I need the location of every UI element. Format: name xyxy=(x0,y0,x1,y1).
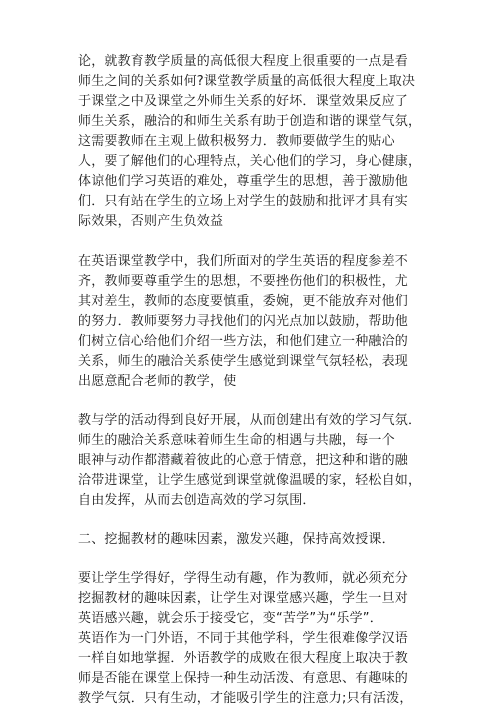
text-line: 教与学的活动得到良好开展，从而创建出有效的学习气氛． xyxy=(78,413,422,428)
text-line: 关系，师生的融洽关系使学生感觉到课堂气氛轻松，表现 xyxy=(78,354,409,369)
text-line: 师是否能在课堂上保持一种生动活泼、有意思、有趣味的 xyxy=(78,671,409,686)
text-line: 出愿意配合老师的教学，使 xyxy=(78,374,237,389)
text-line: 英语感兴趣，就会乐于接受它，变“苦学”为“乐学”． xyxy=(78,611,383,626)
text-line: 挖掘教材的趣味因素，让学生对课堂感兴趣，学生一旦对 xyxy=(78,591,409,606)
text-line: 教学气氛．只有生动，才能吸引学生的注意力;只有活泼， xyxy=(78,691,413,706)
text-line: 自由发挥，从而去创造高效的学习氛围． xyxy=(78,493,316,508)
text-line: 于课堂之中及课堂之外师生关系的好坏．课堂效果反应了 xyxy=(78,94,409,109)
text-line: 师生关系，融洽的和师生关系有助于创造和谐的课堂气氛， xyxy=(78,114,422,129)
text-line: 在英语课堂教学中，我们所面对的学生英语的程度参差不 xyxy=(78,254,409,269)
text-line: 师生的融洽关系意味着师生生命的相遇与共融，每一个 xyxy=(78,433,395,448)
paragraph-english-classroom xyxy=(78,252,424,392)
paragraph-teacher-student-relationship xyxy=(78,52,424,232)
text-line: 英语作为一门外语，不同于其他学科，学生很难像学汉语 xyxy=(78,631,409,646)
text-line: 论，就教育教学质量的高低很大程度上很重要的一点是看 xyxy=(78,54,409,69)
text-line: 其对差生，教师的态度要慎重，委婉，更不能放弃对他们 xyxy=(78,294,409,309)
text-line: 这需要教师在主观上做积极努力．教师要做学生的贴心 xyxy=(78,134,395,149)
text-line: 师生之间的关系如何?课堂教学质量的高低很大程度上取决 xyxy=(78,74,416,89)
text-line: 齐，教师要尊重学生的思想，不要挫伤他们的积极性，尤 xyxy=(78,274,409,289)
text-line: 眼神与动作都潜藏着彼此的心意于情意，把这种和谐的融 xyxy=(78,453,409,468)
text-line: 的努力．教师要努力寻找他们的闪光点加以鼓励，帮助他 xyxy=(78,314,409,329)
text-line: 们树立信心给他们介绍一些方法，和他们建立一种融洽的 xyxy=(78,334,409,349)
text-line: 人，要了解他们的心理特点，关心他们的学习，身心健康， xyxy=(78,154,422,169)
text-line: 们．只有站在学生的立场上对学生的鼓励和批评才具有实 xyxy=(78,194,409,209)
text-line: 体谅他们学习英语的难处，尊重学生的思想，善于激励他 xyxy=(78,174,409,189)
text-line: 要让学生学得好，学得生动有趣，作为教师，就必须充分 xyxy=(78,571,409,586)
paragraph-textbook-interest xyxy=(78,569,424,709)
heading-text: 二、挖掘教材的趣味因素，激发兴趣，保持高效授课． xyxy=(78,532,395,547)
text-line: 洽带进课堂，让学生感觉到课堂就像温暖的家，轻松自如， xyxy=(78,473,422,488)
text-line: 际效果，否则产生负效益 xyxy=(78,214,224,229)
section-heading xyxy=(78,530,424,550)
paragraph-learning-atmosphere xyxy=(78,411,424,511)
document-page xyxy=(78,52,424,709)
text-line: 一样自如地掌握．外语教学的成败在很大程度上取决于教 xyxy=(78,651,409,666)
